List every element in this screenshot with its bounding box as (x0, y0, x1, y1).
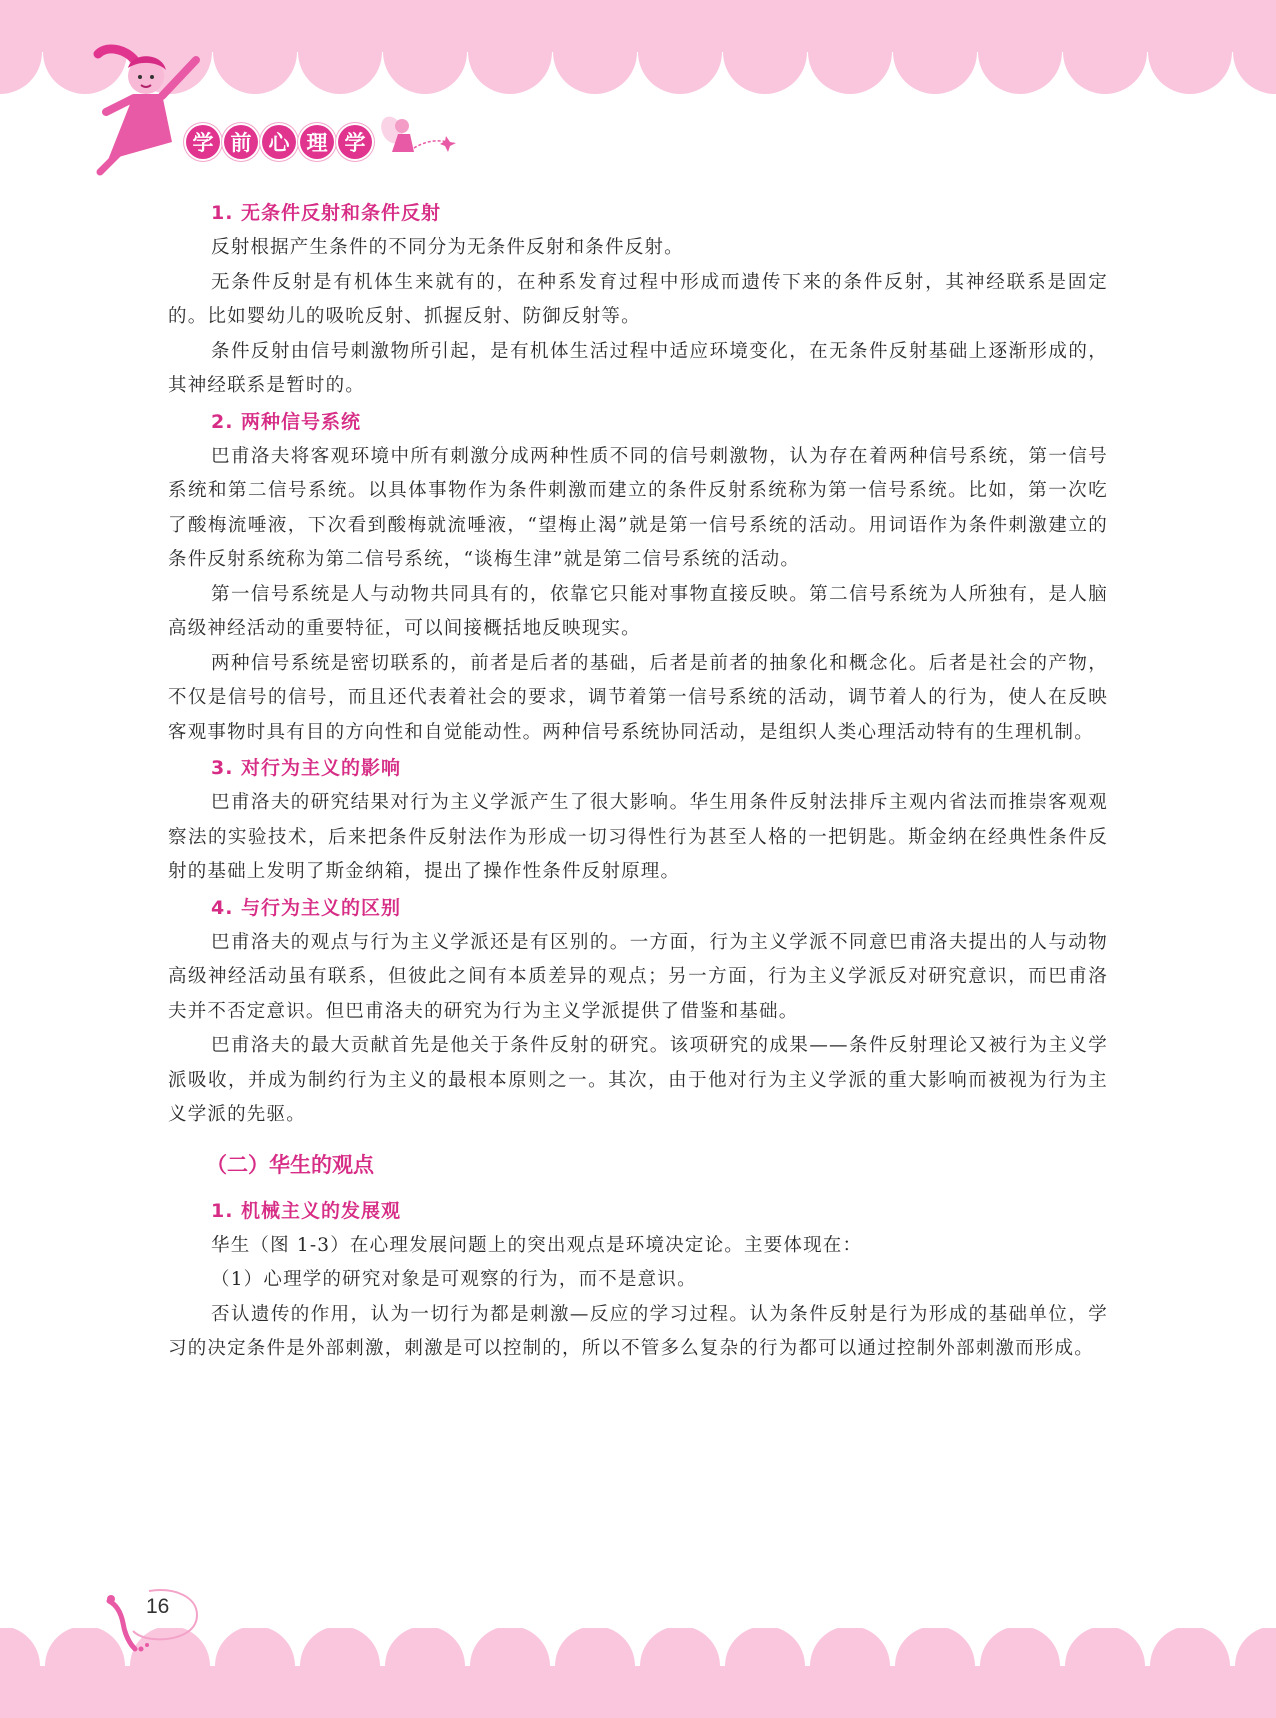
paragraph: 巴甫洛夫的最大贡献首先是他关于条件反射的研究。该项研究的成果——条件反射理论又被行为主义学派吸收，并成为制约行为主义的最根本原则之一。其次，由于他对行为主义学派的重大影响而被视为行为主义学派的先驱。 (168, 1035, 1108, 1125)
paragraph: 两种信号系统是密切联系的，前者是后者的基础，后者是前者的抽象化和概念化。后者是社会的产物，不仅是信号的信号，而且还代表着社会的要求，调节着第一信号系统的活动，调节着人的行为，使人在反映客观事物时具有目的方向性和自觉能动性。两种信号系统协同活动，是组织人类心理活动特有的生理机制。 (168, 652, 1108, 743)
section-heading-4: 4. 与行为主义的区别 (211, 896, 402, 919)
paragraph: 巴甫洛夫的观点与行为主义学派还是有区别的。一方面，行为主义学派不同意巴甫洛夫提出的人与动物高级神经活动虽有联系，但彼此之间有本质差异的观点；另一方面，行为主义学派反对研究意识，而巴甫洛夫并不否定意识。但巴甫洛夫的研究为行为主义学派提供了借鉴和基础。 (168, 931, 1108, 1022)
section-heading-1: 1. 无条件反射和条件反射 (211, 202, 442, 224)
fairy-icon (370, 108, 460, 168)
brand-char: 理 (300, 125, 334, 159)
paragraph: 条件反射由信号刺激物所引起，是有机体生活过程中适应环境变化，在无条件反射基础上逐渐形成的，其神经联系是暂时的。 (168, 340, 1108, 396)
paragraph: 否认遗传的作用，认为一切行为都是刺激—反应的学习过程。认为条件反射是行为形成的基础单位，学习的决定条件是外部刺激，刺激是可以控制的，所以不管多么复杂的行为都可以通过控制外部刺激而形成。 (168, 1303, 1108, 1359)
page-body (168, 195, 1108, 1367)
brand-char: 学 (186, 125, 220, 159)
section-heading-3: 3. 对行为主义的影响 (211, 757, 402, 779)
bird-icon (105, 1583, 205, 1655)
paragraph: 巴甫洛夫将客观环境中所有刺激分成两种性质不同的信号刺激物，认为存在着两种信号系统，第一信号系统和第二信号系统。以具体事物作为条件刺激而建立的条件反射系统称为第一信号系统。比如，第一次吃了酸梅流唾液，下次看到酸梅就流唾液，“望梅止渴”就是第一信号系统的活动。用词语作为条件刺激建立的条件反射系统称为第二信号系统，“谈梅生津”就是第二信号系统的活动。 (168, 445, 1108, 570)
paragraph: 第一信号系统是人与动物共同具有的，依靠它只能对事物直接反映。第二信号系统为人所独有，是人脑高级神经活动的重要特征，可以间接概括地反映现实。 (168, 583, 1108, 639)
brand-char: 学 (338, 125, 372, 159)
brand-char: 前 (224, 125, 258, 159)
book-title-logo (186, 125, 372, 159)
paragraph: 华生（图 1-3）在心理发展问题上的突出观点是环境决定论。主要体现在： (211, 1234, 863, 1256)
paragraph: （1）心理学的研究对象是可观察的行为，而不是意识。 (211, 1269, 697, 1290)
subsection-heading-watson: （二）华生的观点 (206, 1152, 374, 1177)
paragraph: 巴甫洛夫的研究结果对行为主义学派产生了很大影响。华生用条件反射法排斥主观内省法而推崇客观观察法的实验技术，后来把条件反射法作为形成一切习得性行为甚至人格的一把钥匙。斯金纳在经典性条件反射的基础上发明了斯金纳箱，提出了操作性条件反射原理。 (168, 792, 1108, 882)
brand-char: 心 (262, 125, 296, 159)
section-heading-mechanism: 1. 机械主义的发展观 (211, 1199, 402, 1222)
section-heading-2: 2. 两种信号系统 (211, 410, 362, 433)
paragraph: 反射根据产生条件的不同分为无条件反射和条件反射。 (211, 237, 684, 258)
page-number: 16 (146, 1595, 170, 1618)
paragraph: 无条件反射是有机体生来就有的，在种系发育过程中形成而遗传下来的条件反射，其神经联系是固定的。比如婴幼儿的吸吮反射、抓握反射、防御反射等。 (168, 271, 1108, 327)
